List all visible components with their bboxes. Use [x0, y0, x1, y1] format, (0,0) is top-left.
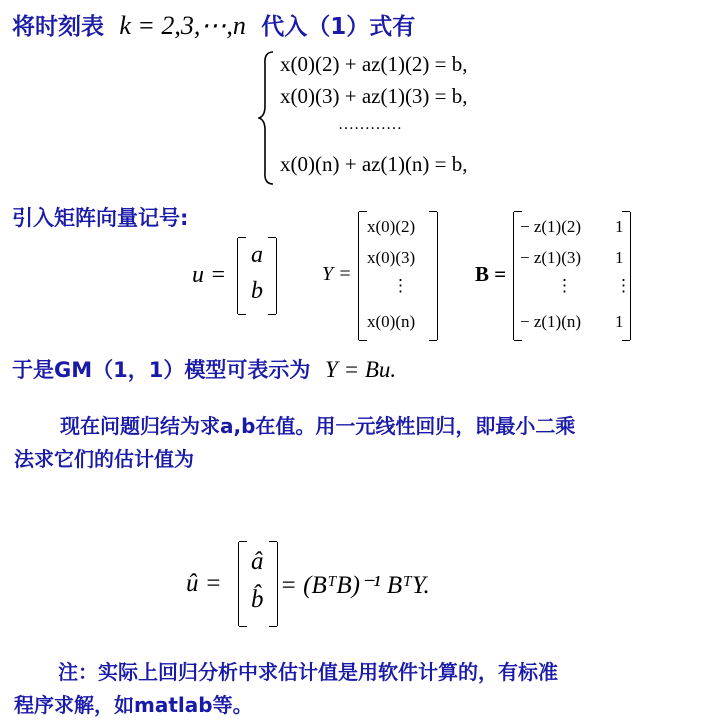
b-col1-rown: − z(1)(n): [520, 312, 582, 331]
b-col1-row1: − z(1)(2): [520, 217, 582, 236]
matrix-notation-heading: 引入矩阵向量记号:: [12, 206, 189, 230]
paragraph-line-1: 现在问题归结为求a,b在值。用一元线性回归，即最小二乘: [60, 414, 576, 438]
y-entry-n: x(0)(n): [367, 312, 416, 331]
u-entry-a: a: [251, 242, 263, 268]
y-entry-dots: ⋮: [392, 276, 409, 295]
model-formula: Y = Bu.: [325, 357, 397, 382]
intro-line: [12, 8, 415, 41]
y-vector: [358, 212, 438, 340]
b-matrix: [513, 212, 631, 340]
estimate-rhs: = (BᵀB)⁻¹ BᵀY.: [280, 572, 430, 599]
left-brace: [258, 50, 276, 186]
b-col1-dots: ⋮: [556, 276, 573, 295]
b-col2-rown: 1: [615, 312, 624, 331]
equation-row-dots: …………: [338, 116, 402, 133]
intro-text-after: 代入（1）式有: [261, 14, 416, 40]
b-label-text: B =: [475, 262, 507, 286]
note-line-1: 注：实际上回归分析中求估计值是用软件计算的，有标准: [58, 660, 558, 684]
intro-text-before: 将时刻表: [12, 14, 104, 40]
b-label: [475, 262, 506, 287]
b-col2-row1: 1: [615, 217, 624, 236]
equation-row-n: x(0)(n) + az(1)(n) = b,: [280, 152, 468, 176]
estimate-lhs: û =: [186, 570, 222, 597]
b-col2-row2: 1: [615, 248, 624, 267]
b-col1-row2: − z(1)(3): [520, 248, 582, 267]
u-label: u =: [192, 262, 227, 288]
model-text: 于是GM（1，1）模型可表示为: [12, 358, 311, 382]
estimate-entry-a: â: [251, 548, 264, 575]
y-entry-1: x(0)(2): [367, 217, 416, 236]
note-line-2: 程序求解，如matlab等。: [14, 693, 253, 717]
u-entry-b: b: [251, 278, 263, 304]
model-line: [12, 354, 396, 384]
y-label: Y =: [322, 263, 352, 285]
equation-row-1: x(0)(2) + az(1)(2) = b,: [280, 52, 468, 76]
b-col2-dots: ⋮: [615, 276, 632, 295]
equation-row-2: x(0)(3) + az(1)(3) = b,: [280, 84, 468, 108]
intro-formula: k = 2,3,⋯,n: [119, 11, 246, 40]
estimate-vector: [238, 542, 278, 626]
equation-system: [258, 48, 558, 188]
paragraph-line-2: 法求它们的估计值为: [14, 447, 194, 471]
y-entry-2: x(0)(3): [367, 248, 416, 267]
u-vector: [237, 238, 277, 314]
estimate-entry-b: b̂: [251, 586, 264, 613]
